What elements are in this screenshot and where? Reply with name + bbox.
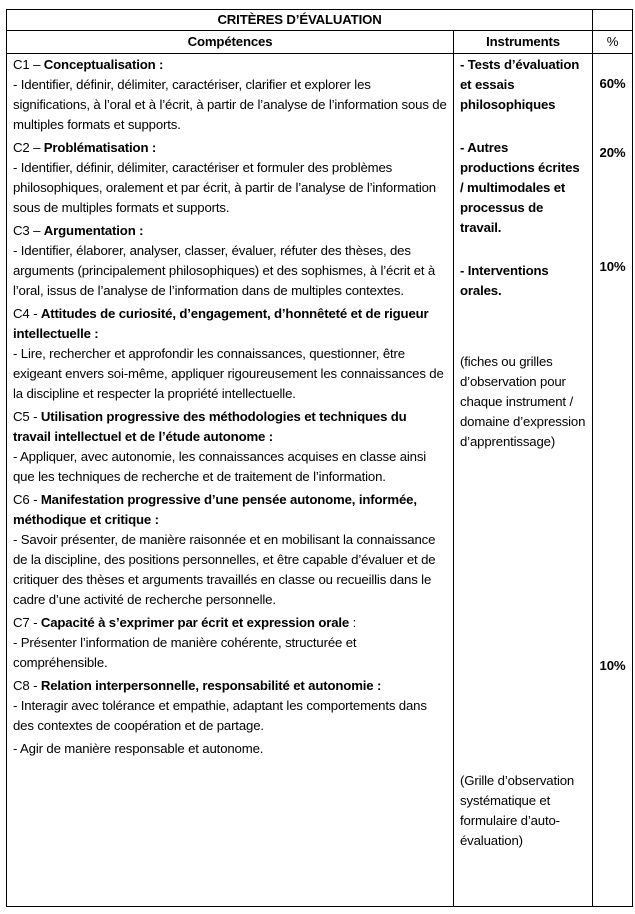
competence-item: - Identifier, définir, délimiter, caractériser, clarifier et explorer les significations, à l’oral et à l’écrit, à partir de l’analyse de l’information sous de multiples formats et supports. (13, 77, 447, 132)
competence-item: - Identifier, définir, délimiter, caractériser et formuler des problèmes philosophiques, oralement et par écrit, à partir de l’analyse de l’information sous de multiples formats et supports. (13, 160, 436, 215)
header-percent: % (593, 31, 633, 54)
competence-c5 (13, 407, 447, 487)
table-title: CRITÈRES D’ÉVALUATION (7, 10, 593, 31)
header-competences: Compétences (7, 31, 454, 54)
competence-title: Capacité à s’exprimer par écrit et expression orale (40, 615, 350, 630)
competence-item: - Agir de manière responsable et autonome. (13, 741, 264, 756)
instrument-grid-note: (Grille d’observation systématique et formulaire d’auto-évaluation) (460, 773, 575, 848)
percent-cell (593, 54, 633, 907)
competence-c8 (13, 676, 447, 759)
competence-code: C1 – (13, 57, 44, 72)
competence-c4 (13, 304, 447, 404)
competence-code: C5 - (13, 409, 41, 424)
title-empty-cell (593, 10, 633, 31)
competence-c1 (13, 55, 447, 135)
competence-c2 (13, 138, 447, 218)
competence-code: C3 – (13, 223, 44, 238)
percent-oral: 10% (599, 259, 626, 274)
competence-item: - Présenter l’information de manière cohérente, structurée et compréhensible. (13, 635, 357, 670)
percent-observation: 10% (599, 658, 626, 673)
competence-code: C8 - (13, 678, 41, 693)
competence-c7 (13, 613, 447, 673)
instrument-tests: - Tests d’évaluation et essais philosophiques (460, 57, 580, 112)
instruments-cell (454, 54, 593, 907)
evaluation-criteria-table (6, 9, 633, 907)
instrument-other-productions: - Autres productions écrites / multimodales et processus de travail. (460, 140, 580, 235)
competence-title: Attitudes de curiosité, d’engagement, d’honnêteté et de rigueur intellectuelle : (13, 306, 429, 341)
competence-code: C6 - (13, 492, 41, 507)
competence-code: C2 – (13, 140, 44, 155)
competence-title: Problématisation : (43, 140, 157, 155)
competence-title: Conceptualisation : (43, 57, 164, 72)
header-instruments: Instruments (454, 31, 593, 54)
competences-cell (7, 54, 454, 907)
competence-item: - Interagir avec tolérance et empathie, adaptant les comportements dans des contextes de coopération et de partage. (13, 698, 427, 733)
competence-title: Argumentation : (43, 223, 144, 238)
competence-title: Manifestation progressive d’une pensée autonome, informée, méthodique et critique : (13, 492, 417, 527)
instrument-oral: - Interventions orales. (460, 263, 549, 298)
competence-code: C7 - (13, 615, 41, 630)
competence-item: - Identifier, élaborer, analyser, classer, évaluer, réfuter des thèses, des arguments (principalement philosophiques) et des sophismes, à l’écrit et à l’oral, issus de l’analyse de l’information dans de multiples contextes. (13, 243, 436, 298)
competence-title: Relation interpersonnelle, responsabilité et autonomie : (40, 678, 382, 693)
competence-item: - Appliquer, avec autonomie, les connaissances acquises en classe ainsi que les techniques de recherche et de traitement de l’information. (13, 449, 427, 484)
competence-code: C4 - (13, 306, 41, 321)
competence-title-suffix: : (349, 615, 357, 630)
competence-c6 (13, 490, 447, 610)
competence-title: Utilisation progressive des méthodologies et techniques du travail intellectuel et de l’étude autonome : (13, 409, 407, 444)
instrument-observation-note: (fiches ou grilles d’observation pour chaque instrument / domaine d’expression d’apprentissage) (460, 354, 586, 449)
competence-c3 (13, 221, 447, 301)
competence-item: - Lire, rechercher et approfondir les connaissances, questionner, être exigeant envers soi-même, appliquer rigoureusement les connaissances de la discipline et respecter la propriété intellectuelle. (13, 346, 444, 401)
competence-item: - Savoir présenter, de manière raisonnée et en mobilisant la connaissance de la discipline, des positions personnelles, et être capable d’évaluer et de critiquer des thèses et arguments travaillés en classe ou recueillis dans le cadre d’une activité de recherche personnelle. (13, 532, 436, 607)
percent-other-productions: 20% (599, 145, 626, 160)
percent-tests: 60% (599, 76, 626, 91)
